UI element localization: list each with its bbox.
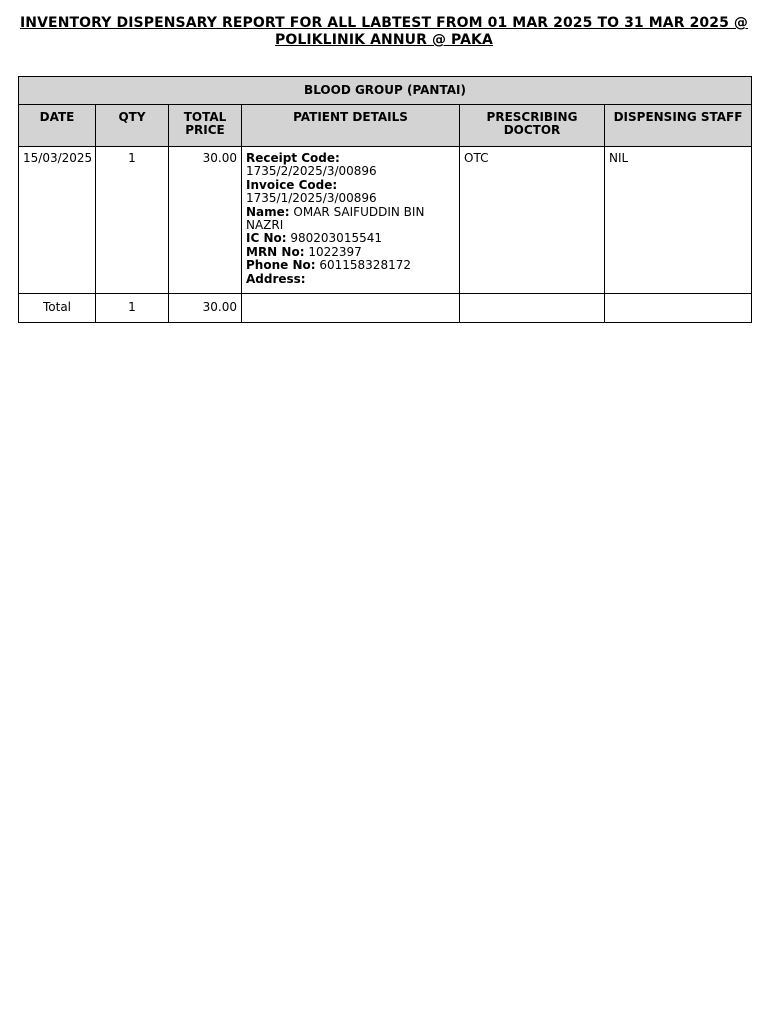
header-patient-details: PATIENT DETAILS xyxy=(242,105,460,147)
cell-total-price: 30.00 xyxy=(169,147,242,294)
cell-date: 15/03/2025 xyxy=(19,147,96,294)
total-row xyxy=(19,294,752,323)
header-total-price: TOTAL PRICE xyxy=(169,105,242,147)
receipt-code-label: Receipt Code: xyxy=(246,151,340,165)
total-empty-staff xyxy=(605,294,752,323)
patient-name-value: OMAR SAIFUDDIN BIN NAZRI xyxy=(246,204,425,233)
ic-no-label: IC No: xyxy=(246,231,287,246)
patient-name-line xyxy=(246,206,455,233)
total-label: Total xyxy=(19,294,96,323)
table-row xyxy=(19,147,752,294)
header-qty: QTY xyxy=(96,105,169,147)
header-date: DATE xyxy=(19,105,96,147)
invoice-code-line xyxy=(246,179,455,192)
total-price: 30.00 xyxy=(169,294,242,323)
mrn-no-line xyxy=(246,246,455,259)
address-line xyxy=(246,273,455,286)
dispensary-table xyxy=(18,76,752,323)
phone-no-line xyxy=(246,259,455,272)
total-empty-doctor xyxy=(460,294,605,323)
column-header-row xyxy=(19,105,752,147)
invoice-code-label: Invoice Code: xyxy=(246,177,338,192)
address-label: Address: xyxy=(246,271,306,286)
receipt-code-value: 1735/2/2025/3/00896 xyxy=(246,164,377,179)
phone-no-value: 601158328172 xyxy=(319,258,411,273)
total-empty-patient xyxy=(242,294,460,323)
header-prescribing-doctor: PRESCRIBING DOCTOR xyxy=(460,105,605,147)
mrn-no-value: 1022397 xyxy=(308,244,362,259)
header-dispensing-staff: DISPENSING STAFF xyxy=(605,105,752,147)
cell-qty: 1 xyxy=(96,147,169,294)
cell-prescribing-doctor: OTC xyxy=(460,147,605,294)
cell-dispensing-staff: NIL xyxy=(605,147,752,294)
group-title: BLOOD GROUP (PANTAI) xyxy=(19,77,752,105)
phone-no-label: Phone No: xyxy=(246,258,316,273)
total-qty: 1 xyxy=(96,294,169,323)
ic-no-value: 980203015541 xyxy=(290,231,382,246)
patient-name-label: Name: xyxy=(246,204,290,219)
receipt-code-line xyxy=(246,152,455,165)
ic-no-line xyxy=(246,232,455,245)
mrn-no-label: MRN No: xyxy=(246,244,305,259)
group-header-row xyxy=(19,77,752,105)
cell-patient-details xyxy=(242,147,460,294)
invoice-code-value: 1735/1/2025/3/00896 xyxy=(246,191,377,206)
report-title: INVENTORY DISPENSARY REPORT FOR ALL LABTEST FROM 01 MAR 2025 TO 31 MAR 2025 @ POLIKLINIK ANNUR @ PAKA xyxy=(19,15,749,48)
